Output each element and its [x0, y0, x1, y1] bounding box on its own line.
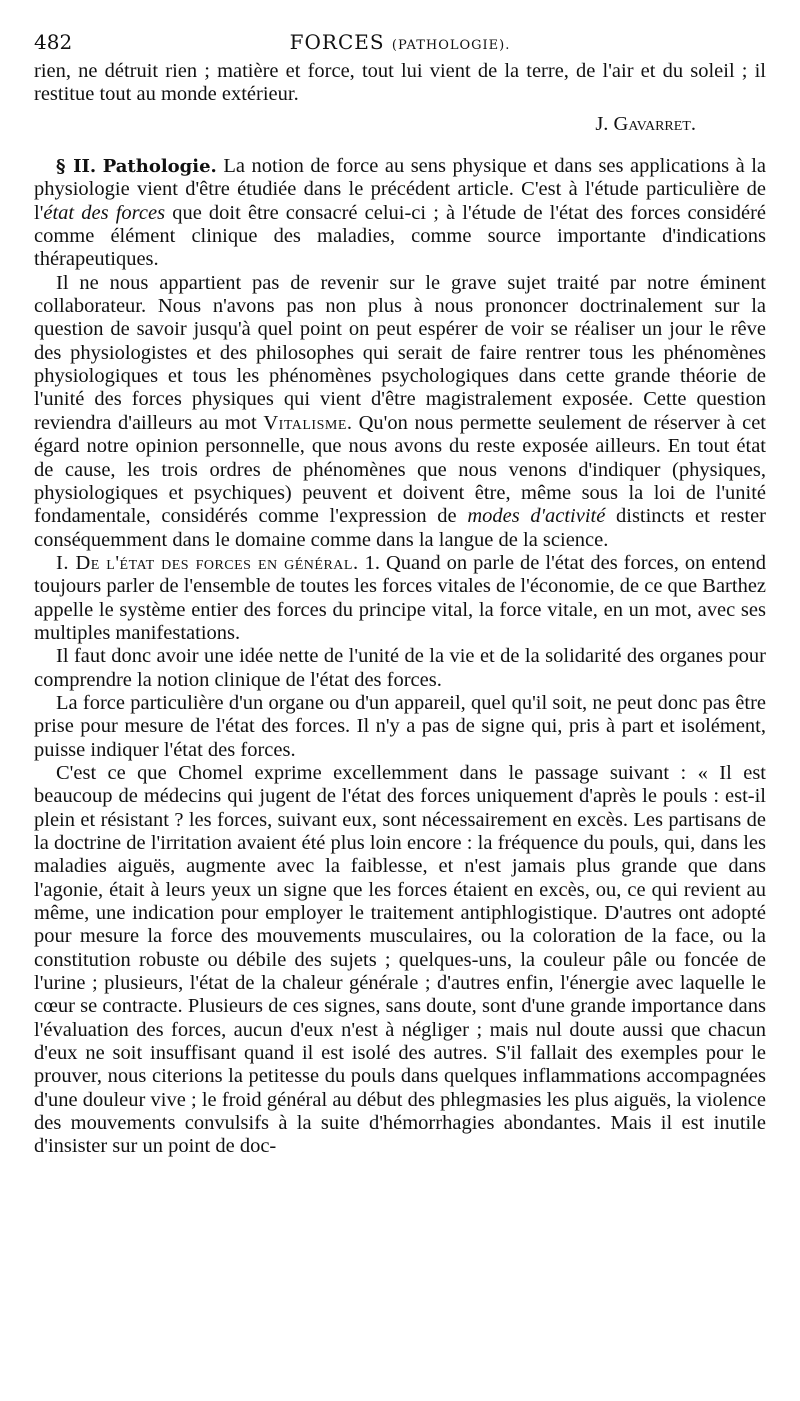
page-body: [34, 60, 766, 1159]
running-title-sub: (PATHOLOGIE).: [391, 38, 511, 53]
part-i-paragraph-1: I. De l'état des forces en général. 1. Quand on parle de l'état des forces, on entend toujours parler de l'ensemble de toutes les forces vitales de l'économie, de ce que Barthez appelle le système entier des forces du principe vital, la force vitale, en un mot, avec ses multiples manifestations.: [34, 551, 767, 644]
running-title: [34, 30, 766, 54]
running-header: [34, 30, 766, 60]
author-signature: J. Gavarret.: [595, 112, 696, 135]
page-number: 482: [34, 30, 73, 54]
section-heading: Pathologie.: [102, 156, 217, 178]
section-ii-paragraph-2: Il ne nous appartient pas de revenir sur le grave sujet traité par notre éminent collaborateur. Nous n'avons pas non plus à nous prononcer doctrinalement sur la question de savoir jusqu'à quel point on peut espérer de voir se réaliser un jour le rêve des physiologistes et des philosophes qui serait de faire rentrer tous les phénomènes physiologiques et tous les phénomènes psychologiques dans cette grande théorie de l'unité des forces physiques qui vient d'être magistralement exposée. Cette question reviendra d'ailleurs au mot Vitalisme. Qu'on nous permette seulement de réserver à cet égard notre opinion personnelle, que nous avons du reste exposée ailleurs. En tout état de cause, les trois ordres de phénomènes que nous venons d'indiquer (physiques, physiologiques et psychiques) peuvent et doivent être, même sous la loi de l'unité fondamentale, considérés comme l'expression de modes d'activité distincts et rester conséquemment dans le domaine comme dans la langue de la science.: [34, 271, 766, 551]
part-i-heading: I. De l'état des forces en général.: [56, 551, 359, 574]
part-i-paragraph-4: C'est ce que Chomel exprime excellemment dans le passage suivant : « Il est beaucoup de médecins qui jugent de l'état des forces uniquement d'après le pouls : est-il plein et résistant ? les forces, suivant eux, sont nécessairement en excès. Les partisans de la doctrine de l'irritation avaient été plus loin encore : la fréquence du pouls, qui, dans les maladies aiguës, augmente avec la faiblesse, et n'est jamais plus grande que dans l'agonie, était à leurs yeux un signe que les forces étaient en excès, ou, ce qui revient au même, une indication pour employer le traitement antiphlogistique. D'autres ont adopté pour mesure la force des mouvements musculaires, ou la coloration de la face, ou la constitution robuste ou débile des sujets ; quelques-uns, la couleur pâle ou foncée de l'urine ; plusieurs, l'état de la chaleur générale ; d'autres enfin, l'énergie avec laquelle le cœur se contracte. Plusieurs de ces signes, sans doute, sont d'une grande importance dans l'évaluation des forces, aucun d'eux n'est à négliger ; mais nul doute aussi que chacun d'eux ne soit insuffisant quand il est isolé des autres. S'il fallait des exemples pour le prouver, nous citerions la petitesse du pouls dans quelques inflammations accompagnées d'une douleur vive ; le froid général au début des phlegmasies les plus aiguës, la violence des mouvements convulsifs à la suite d'hémorrhagies abondantes. Mais il est inutile d'insister sur un point de doc-: [34, 761, 766, 1158]
section-ii-paragraph-1: § II. Pathologie. La notion de force au sens physique et dans ses applications à la physiologie vient d'être étudiée dans le précédent article. C'est à l'étude particulière de l'état des forces que doit être consacré celui-ci ; à l'étude de l'état des forces considéré comme élément clinique des maladies, comme source importante d'indications thérapeutiques.: [34, 155, 767, 271]
part-i-paragraph-2: Il faut donc avoir une idée nette de l'unité de la vie et de la solidarité des organes pour comprendre la notion clinique de l'état des forces.: [34, 645, 766, 691]
section-number: § II.: [56, 156, 97, 178]
part-i-paragraph-3: La force particulière d'un organe ou d'un appareil, quel qu'il soit, ne peut donc pas être prise pour mesure de l'état des forces. Il n'y a pas de signe qui, pris à part et isolément, puisse indiquer l'état des forces.: [34, 691, 766, 761]
intro-paragraph: rien, ne détruit rien ; matière et force, tout lui vient de la terre, de l'air et du soleil ; il restitue tout au monde extérieur.: [34, 60, 766, 106]
running-title-main: FORCES: [289, 30, 385, 54]
